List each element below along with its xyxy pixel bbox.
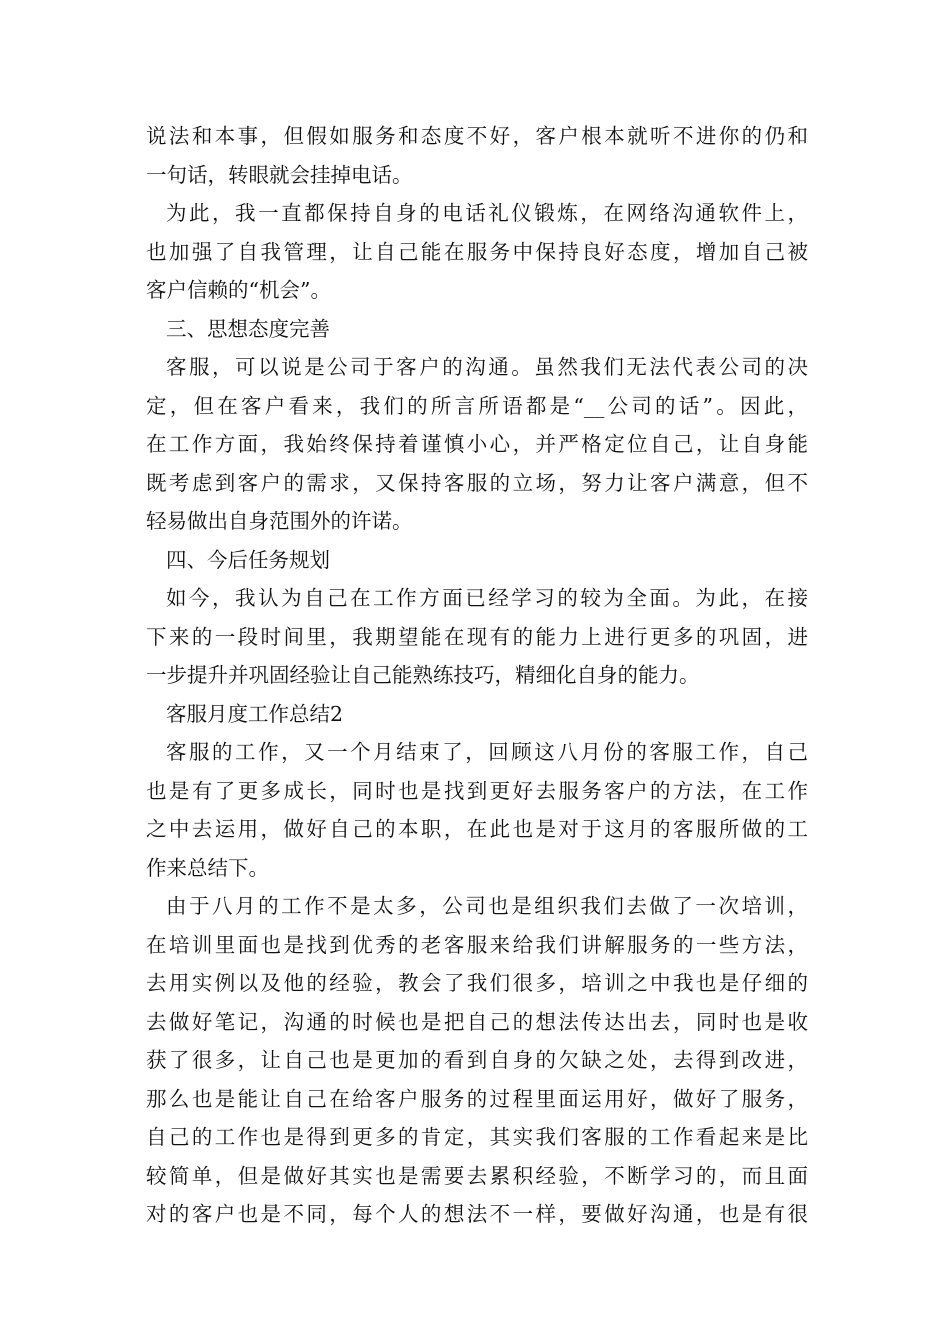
text-line: 客户信赖的“机会”。	[146, 278, 331, 302]
section-heading: 四、今后任务规划	[166, 547, 330, 572]
text-line: 客服的工作，又一个月结束了，回顾这八月份的客服工作，自己	[166, 740, 808, 764]
document-page	[146, 117, 808, 1234]
text-line: 既考虑到客户的需求，又保持客服的立场，努力让客户满意，但不	[146, 470, 808, 495]
text-line: 较简单，但是做好其实也是需要去累积经验，不断学习的，而且面	[146, 1163, 808, 1188]
text-line: 下来的一段时间里，我期望能在现有的能力上进行更多的巩固，进	[146, 624, 808, 649]
text-line: 作来总结下。	[146, 855, 269, 880]
text-line: 在培训里面也是找到优秀的老客服来给我们讲解服务的一些方法，	[146, 932, 808, 957]
text-line: 去用实例以及他的经验，教会了我们很多，培训之中我也是仔细的	[146, 971, 808, 995]
section-heading: 三、思想态度完善	[166, 316, 330, 341]
section-heading: 客服月度工作总结2	[166, 701, 344, 726]
text-line: 对的客户也是不同，每个人的想法不一样，要做好沟通，也是有很	[146, 1202, 808, 1226]
text-line: 那么也是能让自己在给客户服务的过程里面运用好，做好了服务，	[146, 1086, 808, 1111]
text-line: 在工作方面，我始终保持着谨慎小心，并严格定位自己，让自身能	[146, 432, 808, 456]
text-line: 如今，我认为自己在工作方面已经学习的较为全面。为此，在接	[166, 586, 808, 610]
text-line: 之中去运用，做好自己的本职，在此也是对于这月的客服所做的工	[146, 817, 808, 841]
text-line: 也是有了更多成长，同时也是找到更好去服务客户的方法，在工作	[146, 778, 808, 803]
text-line: 去做好笔记，沟通的时候也是把自己的想法传达出去，同时也是收	[146, 1009, 808, 1034]
text-line: 获了很多，让自己也是更加的看到自身的欠缺之处，去得到改进，	[146, 1048, 808, 1072]
text-line: 定，但在客户看来，我们的所言所语都是“__公司的话”。因此，	[146, 393, 808, 418]
text-line: 为此，我一直都保持自身的电话礼仪锻炼，在网络沟通软件上，	[166, 201, 808, 225]
text-line: 自己的工作也是得到更多的肯定，其实我们客服的工作看起来是比	[146, 1125, 808, 1149]
text-line: 也加强了自我管理，让自己能在服务中保持良好态度，增加自己被	[146, 239, 808, 264]
text-line: 说法和本事，但假如服务和态度不好，客户根本就听不进你的仍和	[146, 124, 808, 148]
text-line: 轻易做出自身范围外的许诺。	[146, 509, 413, 533]
text-line: 一步提升并巩固经验让自己能熟练技巧，精细化自身的能力。	[146, 663, 700, 687]
text-line: 由于八月的工作不是太多，公司也是组织我们去做了一次培训，	[166, 894, 808, 918]
text-line: 客服，可以说是公司于客户的沟通。虽然我们无法代表公司的决	[166, 355, 808, 379]
text-line: 一句话，转眼就会挂掉电话。	[146, 162, 413, 187]
